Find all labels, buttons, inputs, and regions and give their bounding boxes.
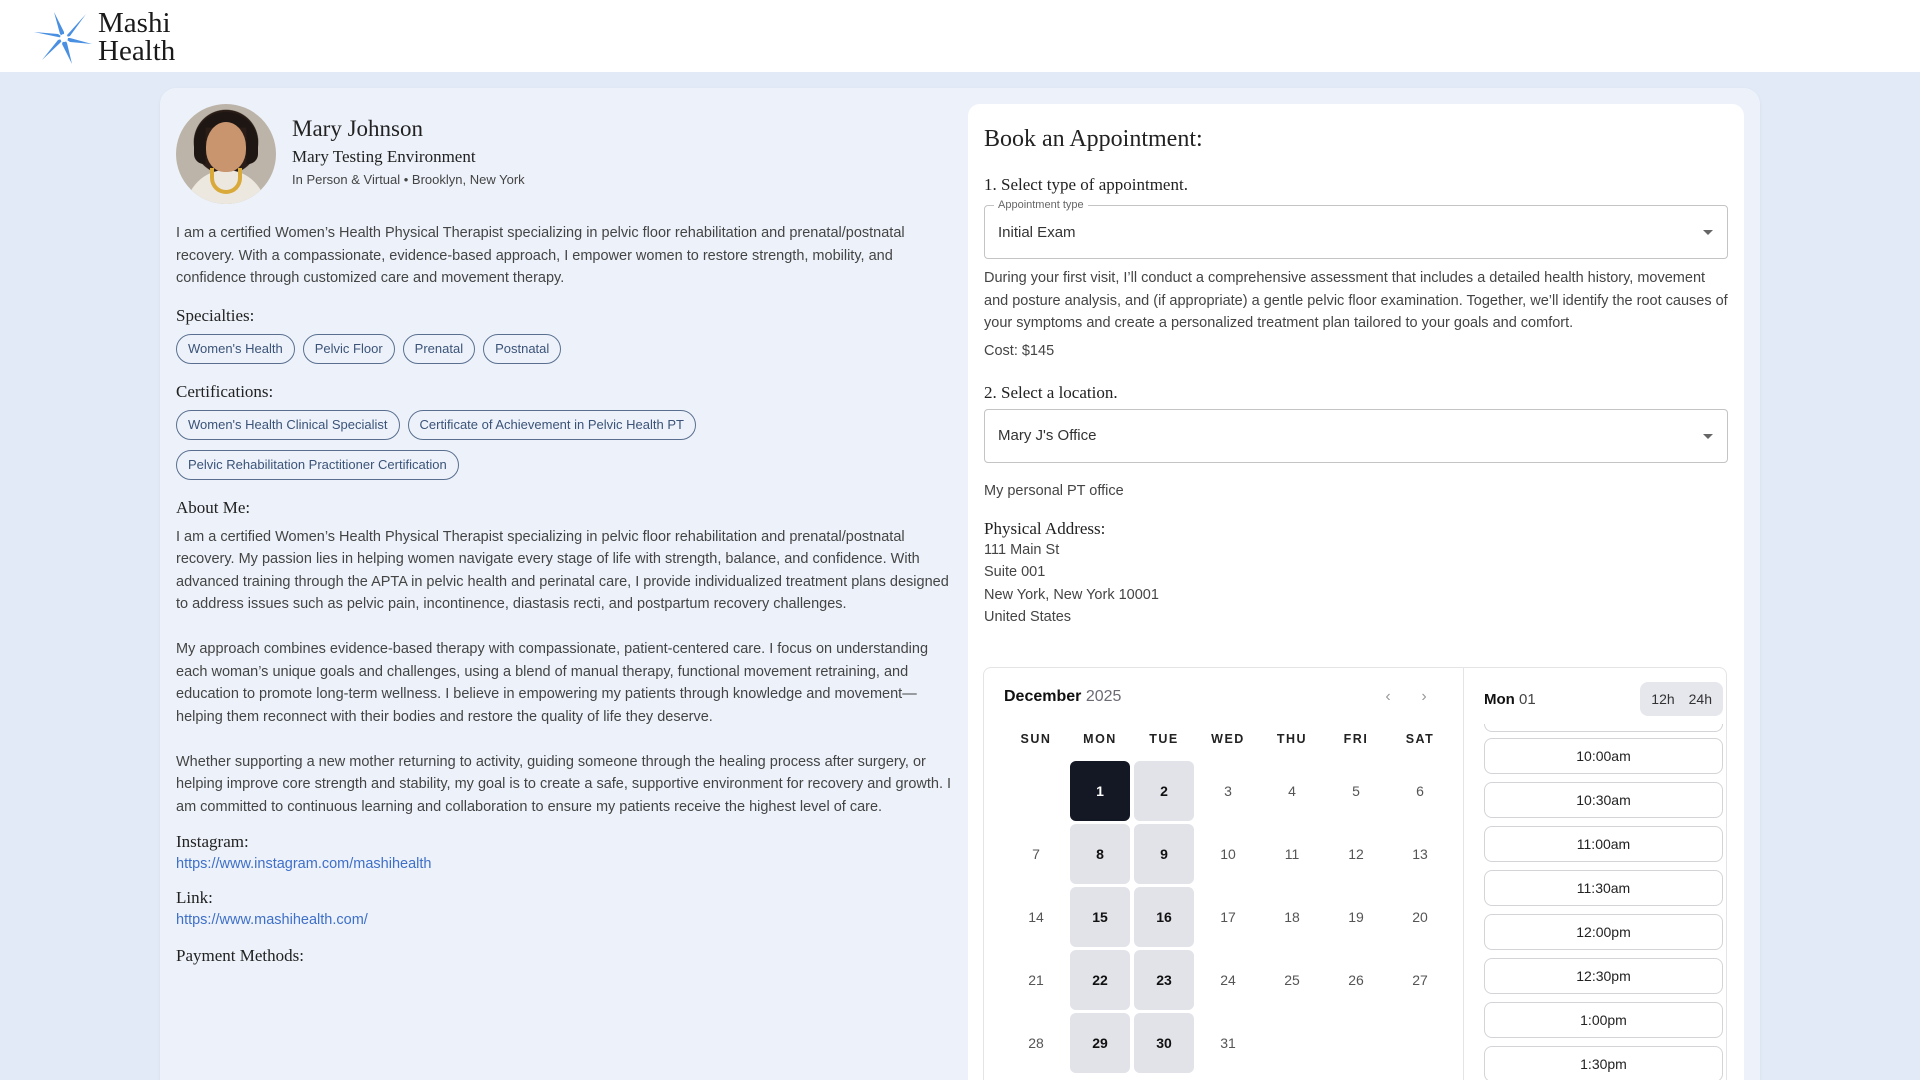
month-calendar: [984, 668, 1464, 1080]
timeslot-button[interactable]: 12:00pm: [1484, 914, 1723, 950]
timeslot-button[interactable]: 1:30pm: [1484, 1046, 1723, 1080]
avatar: [176, 104, 276, 204]
calendar-day-selected[interactable]: 1: [1070, 761, 1130, 821]
link-label: Link:: [176, 888, 213, 907]
weekday-label: WED: [1211, 732, 1245, 746]
instagram-label: Instagram:: [176, 832, 249, 851]
calendar-day: 4: [1288, 783, 1296, 799]
specialty-chip: Prenatal: [403, 334, 475, 364]
calendar-day: 10: [1220, 846, 1236, 862]
step2-label: 2. Select a location.: [984, 382, 1118, 402]
payment-methods-label: Payment Methods:: [176, 946, 304, 965]
calendar-day: 27: [1412, 972, 1428, 988]
appointment-type-legend: Appointment type: [994, 199, 1088, 211]
certification-chip: Pelvic Rehabilitation Practitioner Certification: [176, 450, 459, 480]
brand-name: [98, 9, 175, 65]
provider-meta: In Person & Virtual • Brooklyn, New York: [292, 172, 525, 187]
weekday-label: THU: [1276, 732, 1308, 746]
calendar-day: 7: [1032, 846, 1040, 862]
selected-day-number: 01: [1519, 690, 1536, 708]
chevron-down-icon: [1703, 434, 1713, 439]
address-line: United States: [984, 609, 1072, 625]
booking-title: Book an Appointment:: [984, 126, 1203, 152]
about-paragraph: My approach combines evidence-based therapy with compassionate, patient-centered care. I focus on understanding each woman’s unique goals and challenges, using a blend of manual therapy, functional movement retraining, and education to promote long-term wellness. I believe in empowering my patients through knowledge and movement—helping them reconnect with their bodies and restore the quality of life they deserve.: [176, 641, 929, 725]
appointment-cost: Cost: $145: [984, 342, 1055, 359]
calendar-day-grid: [1004, 760, 1443, 1075]
calendar-day-available[interactable]: 29: [1070, 1013, 1130, 1073]
weekday-label: FRI: [1343, 732, 1369, 746]
brand-logo[interactable]: [32, 8, 175, 66]
specialty-chip: Pelvic Floor: [303, 334, 395, 364]
timeslot-button[interactable]: 10:00am: [1484, 738, 1723, 774]
calendar-day-available[interactable]: 8: [1070, 824, 1130, 884]
about-label: About Me:: [176, 497, 251, 517]
timeslot-partial[interactable]: [1484, 724, 1723, 732]
time-format-12h[interactable]: 12h: [1651, 691, 1675, 707]
booking-panel: [968, 104, 1744, 1080]
selected-day-name: Mon: [1484, 690, 1515, 708]
pinwheel-star-icon: [32, 8, 96, 66]
profile-header: [176, 104, 956, 204]
address-line: Suite 001: [984, 564, 1046, 580]
calendar-day: 11: [1284, 846, 1300, 862]
calendar-day: 6: [1416, 783, 1424, 799]
timeslot-list[interactable]: [1484, 724, 1723, 1080]
address-line: New York, New York 10001: [984, 586, 1159, 603]
calendar-day-available[interactable]: 2: [1134, 761, 1194, 821]
calendar-day: 18: [1284, 909, 1300, 925]
certifications-list: [176, 410, 956, 480]
profile-column: [176, 104, 956, 974]
address-label: Physical Address:: [984, 518, 1106, 538]
about-paragraph: I am a certified Women’s Health Physical Therapist specializing in pelvic floor rehabilitation and prenatal/postnatal recovery. My passion lies in helping women navigate every stage of life with strength, balance, and confidence. With advanced training through the APTA in pelvic health and perinatal care, I provide individualized treatment plans designed to address issues such as pelvic pain, incontinence, diastasis recti, and postpartum recovery challenges.: [176, 528, 949, 612]
selected-day-label: [1484, 691, 1536, 708]
timeslot-button[interactable]: 10:30am: [1484, 782, 1723, 818]
calendar-month-title: [1004, 688, 1121, 706]
website-link[interactable]: https://www.mashihealth.com/: [176, 912, 368, 928]
instagram-link[interactable]: https://www.instagram.com/mashihealth: [176, 856, 432, 872]
weekday-header: [1004, 732, 1443, 746]
chevron-down-icon: [1703, 230, 1713, 235]
about-section: [176, 526, 956, 819]
specialty-chip: Postnatal: [483, 334, 561, 364]
time-format-24h[interactable]: 24h: [1688, 691, 1712, 707]
calendar-day: 26: [1348, 972, 1364, 988]
timeslot-button[interactable]: 11:00am: [1484, 826, 1723, 862]
time-format-toggle[interactable]: [1640, 682, 1723, 716]
calendar-day: 25: [1284, 972, 1300, 988]
specialties-list: [176, 334, 956, 364]
calendar-day-available[interactable]: 16: [1134, 887, 1194, 947]
calendar-day: 14: [1028, 909, 1044, 925]
calendar-day-available[interactable]: 22: [1070, 950, 1130, 1010]
provider-name: Mary Johnson: [292, 116, 423, 141]
timeslot-panel: [1464, 668, 1727, 1080]
calendar-day: 19: [1348, 909, 1364, 925]
location-value: Mary J's Office: [998, 427, 1097, 444]
provider-intro: I am a certified Women’s Health Physical Therapist specializing in pelvic floor rehabilitation and prenatal/postnatal recovery. With a compassionate, evidence-based approach, I empower women to restore strength, mobility, and confidence through customized care and movement therapy.: [176, 225, 905, 286]
brand-name-line2: Health: [98, 35, 176, 67]
calendar-month: December: [1004, 688, 1082, 705]
weekday-label: SAT: [1405, 732, 1435, 746]
physical-address: [984, 539, 1728, 629]
chevron-right-icon[interactable]: ›: [1421, 688, 1427, 705]
calendar-day: 13: [1412, 846, 1428, 862]
about-paragraph: Whether supporting a new mother returning to activity, guiding someone through the healing process after surgery, or helping improve core strength and stability, my goal is to create a safe, supportive environment for recovery and growth. I am committed to continuous learning and collaboration to ensure my patients receive the highest level of care.: [176, 753, 952, 815]
calendar-day: 17: [1220, 909, 1236, 925]
calendar-day: 12: [1348, 846, 1364, 862]
booking-calendar-widget: [983, 667, 1727, 1080]
calendar-day: 3: [1224, 783, 1232, 799]
timeslot-button[interactable]: 11:30am: [1484, 870, 1723, 906]
specialties-label: Specialties:: [176, 305, 255, 325]
appointment-type-select[interactable]: [984, 199, 1728, 259]
timeslot-button[interactable]: 1:00pm: [1484, 1002, 1723, 1038]
address-line: 111 Main St: [984, 541, 1060, 558]
weekday-label: TUE: [1149, 732, 1179, 746]
timeslot-button[interactable]: 12:30pm: [1484, 958, 1723, 994]
calendar-day-available[interactable]: 15: [1070, 887, 1130, 947]
certification-chip: Women's Health Clinical Specialist: [176, 410, 400, 440]
certification-chip: Certificate of Achievement in Pelvic Health PT: [408, 410, 696, 440]
step1-label: 1. Select type of appointment.: [984, 175, 1188, 194]
weekday-label: SUN: [1020, 732, 1052, 746]
calendar-day: 28: [1028, 1035, 1044, 1051]
location-select[interactable]: [984, 409, 1728, 463]
calendar-day-available[interactable]: 23: [1134, 950, 1194, 1010]
brand-name-line1: Mashi: [98, 7, 171, 39]
calendar-day: 31: [1220, 1035, 1236, 1051]
weekday-label: MON: [1083, 732, 1117, 746]
calendar-day: 5: [1352, 783, 1360, 799]
appointment-description: During your first visit, I’ll conduct a comprehensive assessment that includes a detailed health history, movement and posture analysis, and (if appropriate) a gentle pelvic floor examination. Together, we’ll identify the root causes of your symptoms and create a personalized treatment plan tailored to your goals and comfort.: [984, 270, 1728, 331]
calendar-day: 24: [1220, 972, 1236, 988]
certifications-label: Certifications:: [176, 381, 274, 401]
provider-organization: Mary Testing Environment: [292, 147, 476, 166]
location-description: My personal PT office: [984, 482, 1124, 499]
calendar-day: 20: [1412, 909, 1428, 925]
appointment-type-value: Initial Exam: [998, 223, 1076, 241]
chevron-left-icon[interactable]: ‹: [1385, 688, 1391, 705]
specialty-chip: Women's Health: [176, 334, 295, 364]
top-header: [0, 0, 1920, 72]
calendar-year: 2025: [1085, 688, 1122, 705]
calendar-day-available[interactable]: 30: [1134, 1013, 1194, 1073]
calendar-day-available[interactable]: 9: [1134, 824, 1194, 884]
calendar-day: 21: [1028, 972, 1044, 988]
